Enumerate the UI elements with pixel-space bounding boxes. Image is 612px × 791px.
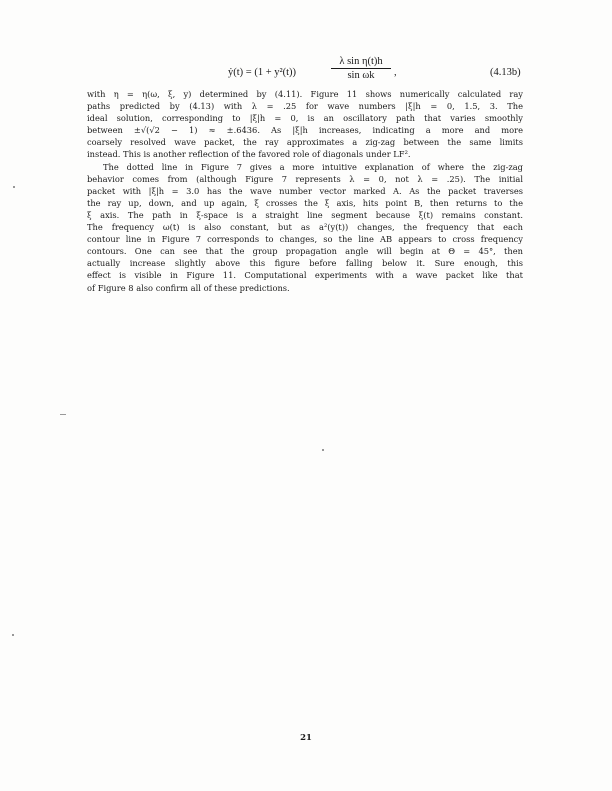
text-line: actually increase slightly above this figure before falling below it. Sure enough, this — [87, 258, 523, 269]
equation-lhs: ẏ(t) = (1 + y²(t)) — [228, 67, 297, 78]
text-line: contour line in Figure 7 corresponds to changes, so the line AB appears to cross frequency — [87, 234, 523, 245]
body-text — [87, 88, 523, 294]
text-line: ideal solution, corresponding to |ξ̄|h = 0, is an oscillatory path that varies smoothly — [87, 113, 523, 124]
paragraph-1 — [87, 88, 523, 161]
text-line: between ±√(√2 − 1) ≈ ±.6436. As |ξ̄|h increases, indicating a more and more — [87, 125, 523, 136]
scan-mark — [60, 414, 66, 415]
equation-4-13b — [228, 56, 528, 88]
equation-denominator: sin ωk — [347, 70, 375, 81]
page-number: 21 — [300, 733, 312, 743]
scan-speck — [12, 634, 14, 636]
text-line: The dotted line in Figure 7 gives a more intuitive explanation of where the zig-zag — [103, 161, 523, 172]
fraction-bar — [331, 68, 391, 69]
text-line: with η = η(ω, ξ, y) determined by (4.11). Figure 11 shows numerically calculated ray — [87, 89, 523, 99]
text-line: of Figure 8 also confirm all of these predictions. — [87, 282, 290, 293]
equation-numerator: λ sin η(t)h — [339, 56, 383, 67]
text-line: instead. This is another reflection of the favored role of diagonals under LF². — [87, 149, 411, 160]
text-line: coarsely resolved wave packet, the ray approximates a zig-zag between the same limits — [87, 137, 523, 148]
text-line: effect is visible in Figure 11. Computational experiments with a wave packet like that — [87, 270, 523, 281]
text-line: ξ axis. The path in ξ̄-space is a straight line segment because ξ(t) remains constant. — [87, 209, 523, 220]
scan-speck — [13, 186, 15, 188]
equation-trailing-comma: , — [394, 67, 397, 78]
text-line: paths predicted by (4.13) with λ = .25 for wave numbers |ξ̄|h = 0, 1.5, 3. The — [87, 101, 523, 112]
scan-speck — [322, 449, 324, 451]
text-line: behavior comes from (although Figure 7 represents λ = 0, not λ = .25). The initial — [87, 173, 523, 184]
text-line: packet with |ξ̄|h = 3.0 has the wave number vector marked A. As the packet traverses — [87, 185, 523, 196]
text-line: The frequency ω(t) is also constant, but as a²(y(t)) changes, the frequency that each — [87, 222, 523, 233]
text-line: contours. One can see that the group propagation angle will begin at Θ = 45°, then — [87, 246, 523, 257]
paragraph-2 — [87, 161, 523, 294]
equation-fraction — [331, 56, 391, 81]
text-line: the ray up, down, and up again, ξ̄ crosses the ξ axis, hits point B, then returns to the — [87, 197, 523, 208]
equation-label: (4.13b) — [490, 67, 521, 78]
